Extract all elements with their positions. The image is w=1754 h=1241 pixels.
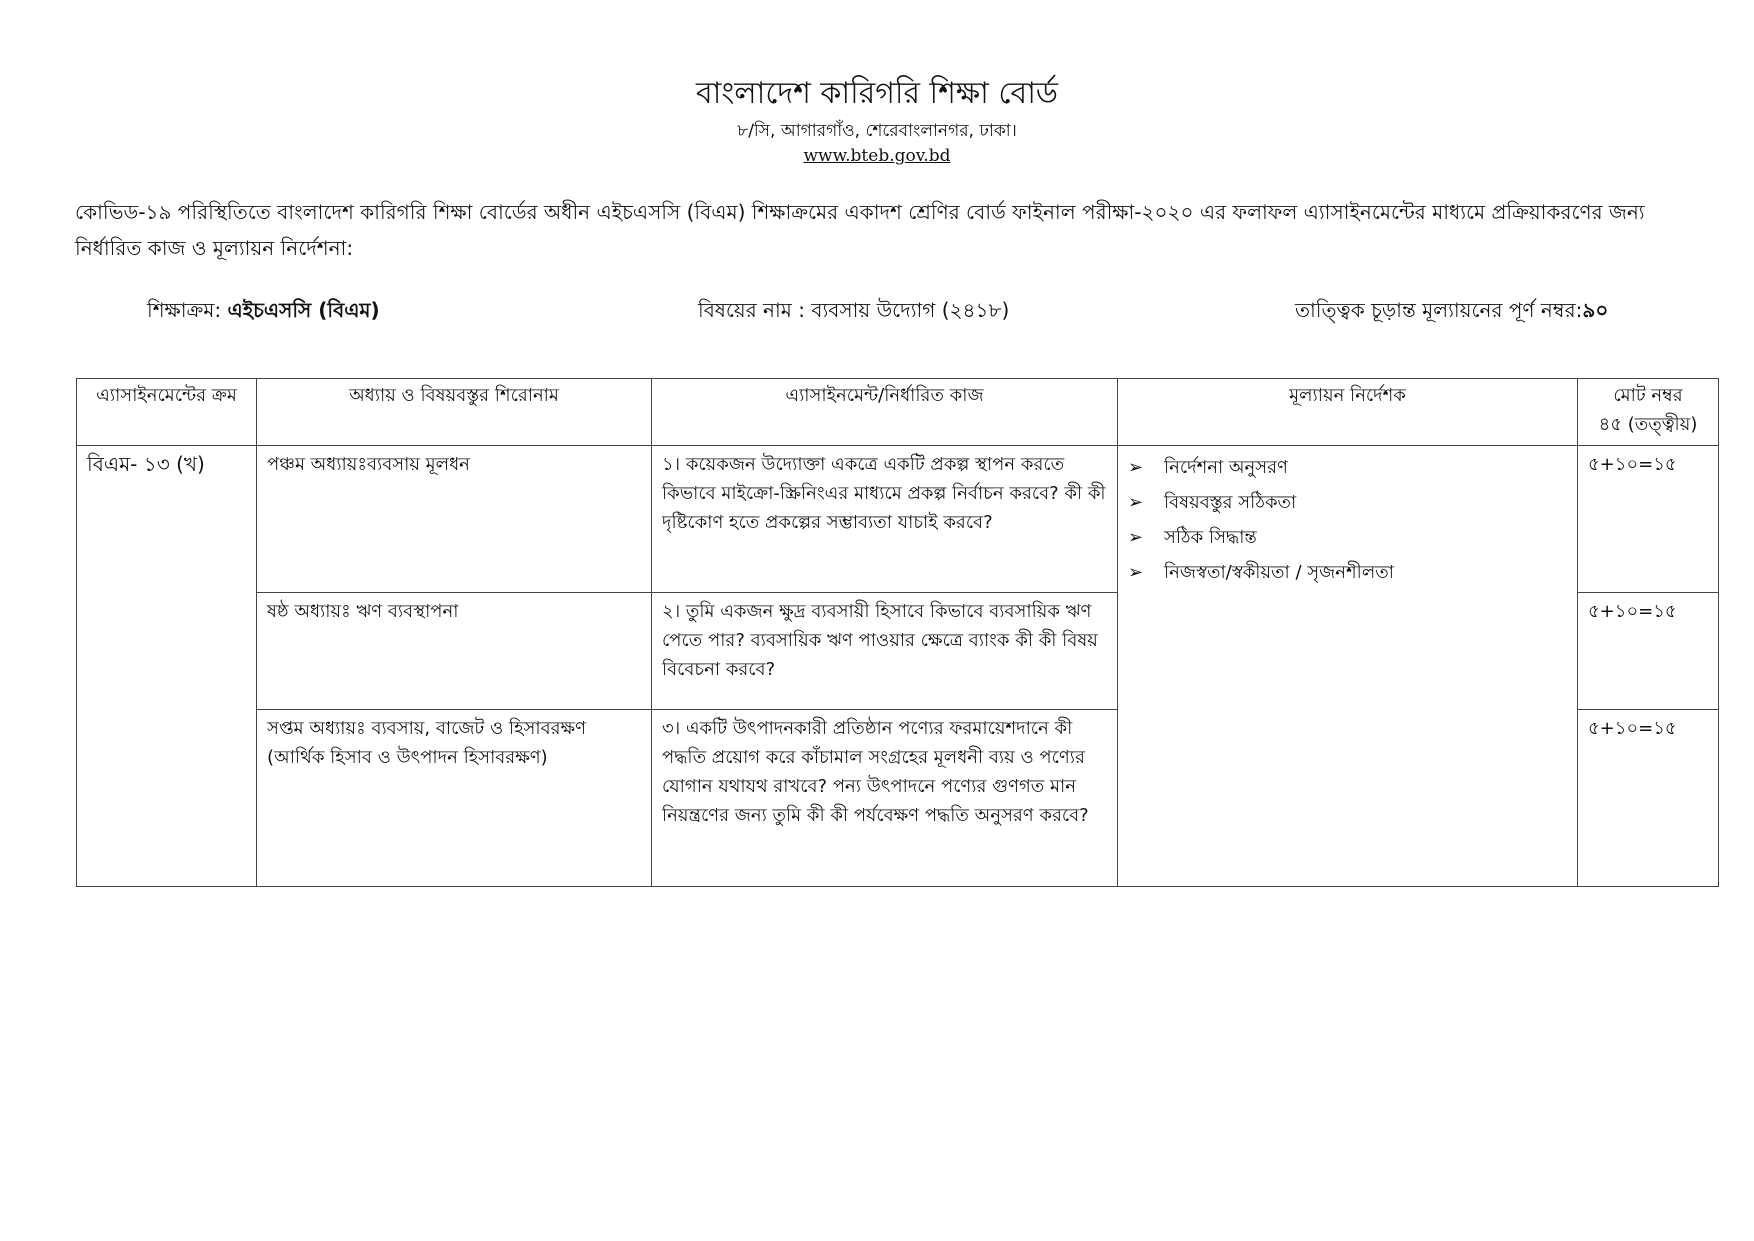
criteria-text: নির্দেশনা অনুসরণ bbox=[1164, 457, 1288, 478]
header-serial: এ্যাসাইনমেন্টের ক্রম bbox=[77, 379, 257, 446]
arrow-bullet-icon: ➢ bbox=[1128, 562, 1144, 583]
header-assignment: এ্যাসাইনমেন্ট/নির্ধারিত কাজ bbox=[652, 379, 1118, 446]
assignment-cell: ২। তুমি একজন ক্ষুদ্র ব্যবসায়ী হিসাবে কিভাবে ব্যবসায়িক ঋণ পেতে পার? ব্যবসায়িক ঋণ পাওয়ার ক্ষেত্রে ব্যাংক কী কী বিষয় বিবেচনা করবে? bbox=[652, 593, 1118, 710]
header-total bbox=[1578, 379, 1719, 446]
header-criteria: মূল্যায়ন নির্দেশক bbox=[1118, 379, 1578, 446]
criteria-text: নিজস্বতা/স্বকীয়তা / সৃজনশীলতা bbox=[1164, 562, 1394, 583]
criteria-cell bbox=[1118, 446, 1578, 887]
subject-info: বিষয়ের নাম : ব্যবসায় উদ্যোগ (২৪১৮) bbox=[698, 298, 1010, 322]
table-row bbox=[77, 446, 1719, 593]
marks-cell: ৫+১০=১৫ bbox=[1578, 710, 1719, 887]
serial-cell: বিএম- ১৩ (খ) bbox=[77, 446, 257, 887]
list-item bbox=[1128, 450, 1567, 485]
full-marks-label: তাত্ত্বিক চূড়ান্ত মূল্যায়নের পূর্ণ নম্বর: bbox=[1295, 298, 1583, 322]
assignment-table bbox=[76, 378, 1719, 887]
document-header bbox=[0, 72, 1754, 168]
list-item bbox=[1128, 520, 1567, 555]
intro-paragraph: কোভিড-১৯ পরিস্থিতিতে বাংলাদেশ কারিগরি শিক্ষা বোর্ডের অধীন এইচএসসি (বিএম) শিক্ষাক্রমের একাদশ শ্রেণির বোর্ড ফাইনাল পরীক্ষা-২০২০ এর ফলাফল এ্যাসাইনমেন্টের মাধ্যমে প্রক্রিয়াকরণের জন্য নির্ধারিত কাজ ও মূল্যায়ন নির্দেশনা: bbox=[75, 200, 1645, 260]
curriculum-info bbox=[147, 296, 380, 324]
chapter-cell: পঞ্চম অধ্যায়ঃব্যবসায় মূলধন bbox=[257, 446, 652, 593]
chapter-cell: ষষ্ঠ অধ্যায়ঃ ঋণ ব্যবস্থাপনা bbox=[257, 593, 652, 710]
full-marks-value: ৯০ bbox=[1582, 298, 1609, 322]
board-address: ৮/সি, আগারগাঁও, শেরেবাংলানগর, ঢাকা। bbox=[737, 121, 1017, 141]
table-header-row bbox=[77, 379, 1719, 446]
criteria-text: বিষয়বস্তুর সঠিকতা bbox=[1164, 492, 1297, 513]
header-chapter: অধ্যায় ও বিষয়বস্তুর শিরোনাম bbox=[257, 379, 652, 446]
marks-cell: ৫+১০=১৫ bbox=[1578, 446, 1719, 593]
arrow-bullet-icon: ➢ bbox=[1128, 492, 1144, 513]
board-website-link[interactable]: www.bteb.gov.bd bbox=[803, 146, 951, 166]
chapter-cell: সপ্তম অধ্যায়ঃ ব্যবসায়, বাজেট ও হিসাবরক্ষণ (আর্থিক হিসাব ও উৎপাদন হিসাবরক্ষণ) bbox=[257, 710, 652, 887]
header-total-label: মোট নম্বর bbox=[1613, 385, 1683, 406]
assignment-cell: ৩। একটি উৎপাদনকারী প্রতিষ্ঠান পণ্যের ফরমায়েশদানে কী পদ্ধতি প্রয়োগ করে কাঁচামাল সংগ্রহের মূলধনী ব্যয় ও পণ্যের যোগান যথাযথ রাখবে? পন্য উৎপাদনে পণ্যের গুণগত মান নিয়ন্ত্রণের জন্য তুমি কী কী পর্যবেক্ষণ পদ্ধতি অনুসরণ করবে? bbox=[652, 710, 1118, 887]
curriculum-label: শিক্ষাক্রম: bbox=[147, 298, 228, 322]
criteria-list bbox=[1128, 450, 1567, 590]
full-marks-info bbox=[1295, 296, 1608, 324]
criteria-text: সঠিক সিদ্ধান্ত bbox=[1164, 527, 1257, 548]
board-title: বাংলাদেশ কারিগরি শিক্ষা বোর্ড bbox=[695, 76, 1059, 111]
marks-cell: ৫+১০=১৫ bbox=[1578, 593, 1719, 710]
curriculum-value: এইচএসসি (বিএম) bbox=[227, 298, 380, 322]
list-item bbox=[1128, 485, 1567, 520]
arrow-bullet-icon: ➢ bbox=[1128, 527, 1144, 548]
header-total-value: ৪৫ (তত্ত্বীয়) bbox=[1598, 414, 1698, 435]
arrow-bullet-icon: ➢ bbox=[1128, 457, 1144, 478]
assignment-cell: ১। কয়েকজন উদ্যোক্তা একত্রে একটি প্রকল্প স্থাপন করতে কিভাবে মাইক্রো-স্ক্রিনিংএর মাধ্যমে প্রকল্প নির্বাচন করবে? কী কী দৃষ্টিকোণ হতে প্রকল্পের সম্ভাব্যতা যাচাই করবে? bbox=[652, 446, 1118, 593]
list-item bbox=[1128, 555, 1567, 590]
